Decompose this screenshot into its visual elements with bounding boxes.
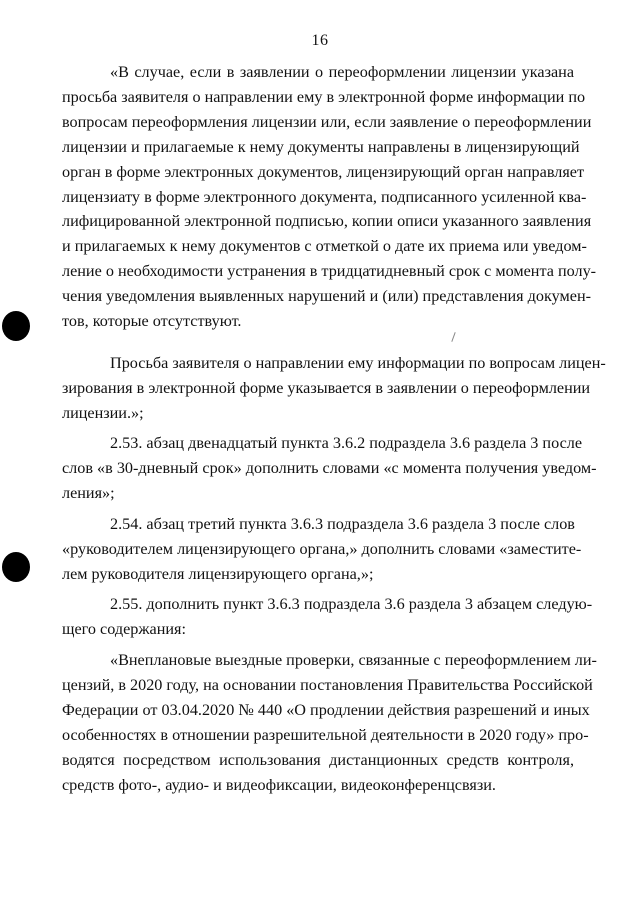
paragraph-5 bbox=[62, 592, 593, 642]
binder-hole-top bbox=[2, 311, 30, 341]
paragraph-line: чения уведомления выявленных нарушений и (или) представления докумен- bbox=[62, 287, 591, 306]
page-number: 16 bbox=[311, 32, 329, 49]
paragraph-line: орган в форме электронных документов, лицензирующий орган направляет bbox=[62, 162, 585, 181]
paragraph-line: ление о необходимости устранения в тридцатидневный срок с момента полу- bbox=[62, 262, 597, 281]
paragraph-line: 2.53. абзац двенадцатый пункта 3.6.2 подраздела 3.6 раздела 3 после bbox=[110, 434, 583, 452]
paragraph-line: «В случае, если в заявлении о переоформлении лицензии указана bbox=[110, 63, 574, 81]
paragraph-line: лифицированной электронной подписью, копии описи указанного заявления bbox=[62, 212, 592, 231]
paragraph-1 bbox=[62, 60, 597, 334]
paragraph-line: щего содержания: bbox=[62, 619, 186, 638]
paragraph-2 bbox=[62, 351, 606, 426]
binder-hole-bottom bbox=[2, 552, 30, 582]
paragraph-line: и прилагаемых к нему документов с отметкой о дате их приема или уведом- bbox=[62, 237, 587, 256]
paragraph-line: 2.54. абзац третий пункта 3.6.3 подраздела 3.6 раздела 3 после слов bbox=[110, 515, 575, 533]
paragraph-line: цензий, в 2020 году, на основании постановления Правительства Российской bbox=[62, 675, 593, 694]
paragraph-line: «руководителем лицензирующего органа,» дополнить словами «заместите- bbox=[62, 539, 582, 558]
paragraph-line: лицензии.»; bbox=[62, 403, 144, 422]
paragraph-line: 2.55. дополнить пункт 3.6.3 подраздела 3.6 раздела 3 абзацем следую- bbox=[110, 595, 593, 613]
paragraph-line: лицензии и прилагаемые к нему документы направлены в лицензирующий bbox=[62, 137, 580, 156]
paragraph-line: лицензиату в форме электронного документа, подписанного усиленной ква- bbox=[62, 187, 587, 206]
paragraph-line: «Внеплановые выездные проверки, связанные с переоформлением ли- bbox=[110, 651, 597, 669]
paragraph-line: Федерации от 03.04.2020 № 440 «О продлении действия разрешений и иных bbox=[62, 700, 590, 719]
paragraph-line: тов, которые отсутствуют. bbox=[62, 312, 242, 331]
paragraph-line: особенностях в отношении разрешительной деятельности в 2020 году» про- bbox=[62, 725, 589, 744]
paragraph-3 bbox=[62, 431, 597, 506]
paragraph-6 bbox=[62, 648, 597, 797]
paragraph-line: Просьба заявителя о направлении ему информации по вопросам лицен- bbox=[110, 354, 606, 372]
paragraph-4 bbox=[62, 512, 582, 587]
paragraph-line: слов «в 30-дневный срок» дополнить словами «с момента получения уведом- bbox=[62, 458, 597, 477]
paragraph-line: просьба заявителя о направлении ему в электронной форме информации по bbox=[62, 87, 586, 106]
paragraph-line: лем руководителя лицензирующего органа,»; bbox=[62, 564, 374, 583]
paragraph-line: зирования в электронной форме указывается в заявлении о переоформлении bbox=[62, 378, 591, 397]
paragraph-line: вопросам переоформления лицензии или, если заявление о переоформлении bbox=[62, 112, 592, 131]
paragraph-line: средств фото-, аудио- и видеофиксации, видеоконференцсвязи. bbox=[62, 775, 496, 794]
paragraph-line: водятся посредством использования дистанционных средств контроля, bbox=[62, 750, 574, 769]
paragraph-line: ления»; bbox=[62, 483, 115, 502]
